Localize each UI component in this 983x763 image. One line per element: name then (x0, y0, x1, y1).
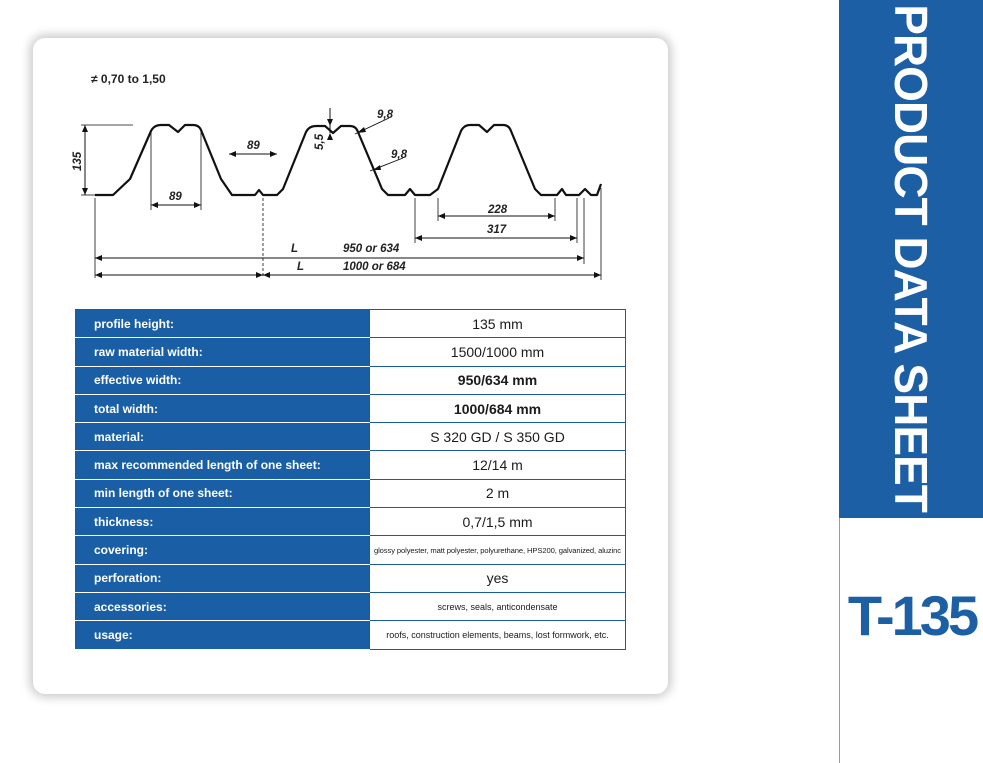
spec-label: total width: (76, 394, 370, 422)
model-name: T-135 (847, 584, 977, 647)
spec-value: 135 mm (370, 310, 626, 338)
spec-row (76, 451, 626, 479)
spec-row (76, 310, 626, 338)
spec-value: 12/14 m (370, 451, 626, 479)
thickness-label: ≠ 0,70 to 1,50 (91, 72, 166, 86)
spec-row (76, 338, 626, 366)
spec-value: S 320 GD / S 350 GD (370, 423, 626, 451)
spec-label: thickness: (76, 508, 370, 536)
dim-top-width: 89 (247, 140, 260, 152)
spec-label: profile height: (76, 310, 370, 338)
spec-value: 2 m (370, 479, 626, 507)
dim-pitch: 317 (487, 224, 507, 236)
spec-row (76, 621, 626, 649)
dim-cover-value: 950 or 634 (343, 243, 400, 255)
spec-value: screws, seals, anticondensate (370, 592, 626, 620)
spec-label: material: (76, 423, 370, 451)
spec-label: min length of one sheet: (76, 479, 370, 507)
spec-label: perforation: (76, 564, 370, 592)
spec-value: 1500/1000 mm (370, 338, 626, 366)
spec-label: covering: (76, 536, 370, 564)
dim-bottom-width: 89 (169, 191, 182, 203)
dim-total-value: 1000 or 684 (343, 261, 406, 273)
dim-rib-depth: 5,5 (314, 134, 326, 150)
specs-table (75, 309, 626, 650)
dim-inner-span: 228 (488, 204, 508, 216)
title-banner (839, 0, 983, 518)
spec-label: accessories: (76, 592, 370, 620)
spec-label: max recommended length of one sheet: (76, 451, 370, 479)
banner-title: PRODUCT DATA SHEET (885, 4, 937, 512)
spec-value: 1000/684 mm (370, 394, 626, 422)
spec-row (76, 394, 626, 422)
spec-value: yes (370, 564, 626, 592)
spec-row (76, 564, 626, 592)
spec-label: usage: (76, 621, 370, 649)
dim-total-label: L (297, 261, 305, 273)
spec-value: 950/634 mm (370, 366, 626, 394)
spec-value: 0,7/1,5 mm (370, 508, 626, 536)
spec-row (76, 592, 626, 620)
dim-radius-a: 9,8 (377, 109, 393, 121)
dim-cover-label: L (291, 243, 299, 255)
spec-value: roofs, construction elements, beams, lost formwork, etc. (370, 621, 626, 649)
spec-label: effective width: (76, 366, 370, 394)
spec-row (76, 536, 626, 564)
spec-label: raw material width: (76, 338, 370, 366)
spec-row (76, 479, 626, 507)
profile-drawing (33, 38, 668, 298)
dim-radius-b: 9,8 (391, 149, 407, 161)
divider-line (839, 518, 840, 763)
trapezoid-profile (95, 125, 601, 195)
spec-value: glossy polyester, matt polyester, polyurethane, HPS200, galvanized, aluzinc (370, 536, 626, 564)
spec-row (76, 366, 626, 394)
spec-row (76, 508, 626, 536)
dim-height: 135 (72, 151, 84, 171)
spec-row (76, 423, 626, 451)
